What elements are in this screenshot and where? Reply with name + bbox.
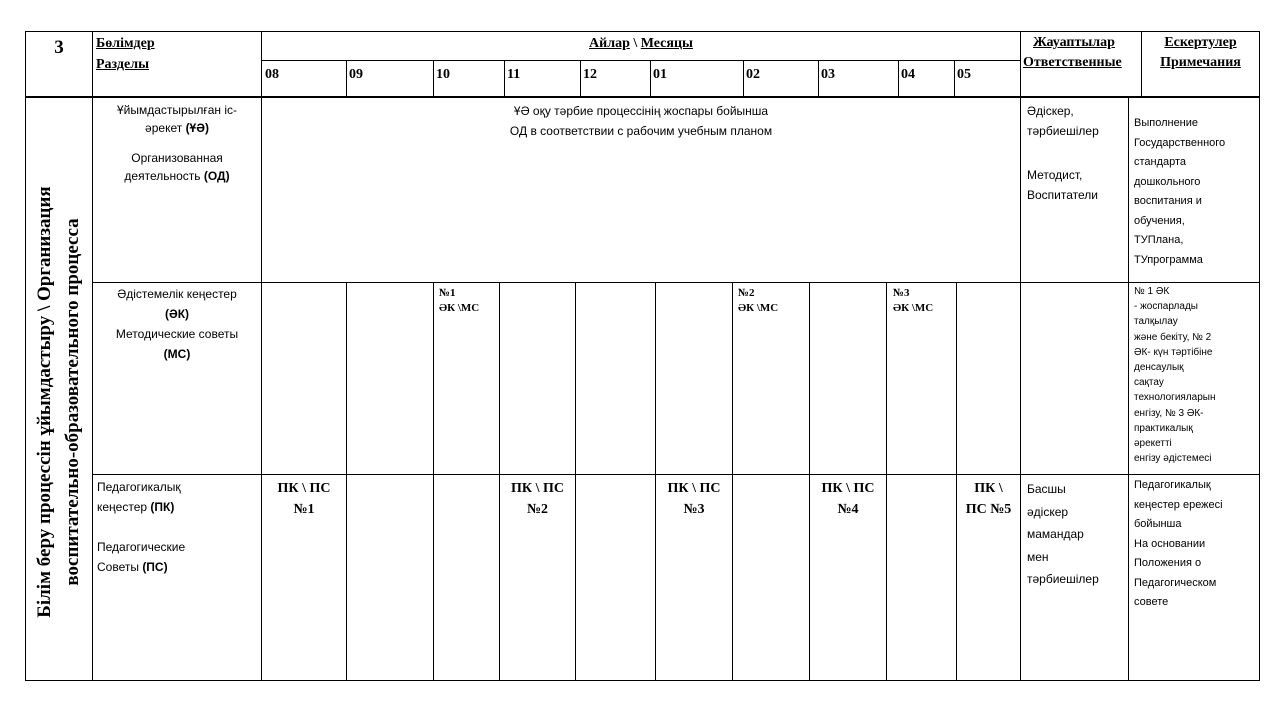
row3-responsible-line: мен (1027, 549, 1049, 564)
months-title (262, 35, 1020, 53)
header-bottom-border (25, 96, 1260, 98)
row3-notes-line: Педагогическом (1134, 576, 1217, 589)
row1-plan-kz: ҰӘ оқу тәрбие процессінің жоспары бойынша (513, 104, 769, 118)
pedagogical-council-label: ПК \ (974, 481, 1003, 496)
side-title-line2: воспитательно-образовательного процесса (62, 218, 83, 586)
row3-notes-line: кеңестер ережесі (1134, 498, 1223, 511)
abbreviation: (ҰӘ) (185, 121, 209, 135)
body-month-divider (575, 282, 576, 681)
row2-notes-line: практикалық (1134, 422, 1193, 434)
header-responsible-ru: Ответственные (1023, 55, 1122, 70)
row1-notes-line: ТУпрограмма (1134, 253, 1203, 266)
pedagogical-council-3 (656, 478, 732, 520)
month-label: 09 (349, 67, 363, 82)
row1-notes-line: дошкольного (1134, 175, 1201, 188)
pedagogical-council-num: ПС №5 (965, 502, 1012, 517)
row1-responsible-gap (1027, 141, 1127, 165)
row2-notes-line: енгізу әдістемесі (1134, 453, 1212, 465)
months-title-ru: Месяцы (640, 36, 693, 51)
row2-section (94, 284, 260, 364)
row1-responsible-line: Воспитатели (1027, 188, 1098, 202)
body-month-divider (732, 282, 733, 681)
month-label: 01 (653, 67, 667, 82)
pedagogical-council-num: №4 (837, 502, 859, 517)
row3-section-line: Педагогические (97, 540, 186, 554)
row3-notes-line: На основании (1134, 537, 1206, 550)
row3-notes-line: совете (1134, 596, 1169, 608)
methodical-council-label: ӘК \МС (439, 302, 480, 314)
methodical-council-1 (439, 286, 479, 316)
row3-notes (1134, 476, 1258, 613)
row3-section-line: кеңестер (ПК) (97, 500, 175, 514)
table-border-bottom (25, 680, 1260, 681)
row1-section-line (94, 119, 260, 137)
row-divider-2 (92, 474, 1260, 475)
header-month-divider (433, 60, 434, 97)
header-number: 3 (54, 37, 64, 58)
methodical-council-num: №3 (893, 287, 910, 299)
row2-section-line: Әдістемелік кеңестер (117, 287, 237, 301)
methodical-council-2 (738, 286, 778, 316)
pedagogical-council-1 (262, 478, 346, 520)
row1-section-line: деятельность (ОД) (124, 169, 230, 183)
month-label: 08 (265, 67, 279, 82)
row3-responsible (1027, 478, 1127, 591)
header-sections-ru: Разделы (96, 57, 150, 72)
pedagogical-council-5 (957, 478, 1020, 520)
row1-section-text: әрекет (ҰӘ) (145, 121, 209, 135)
row2-notes-line: ӘК- күн тәртібіне (1134, 346, 1213, 358)
month-label: 10 (436, 67, 450, 82)
row3-notes-line: бойынша (1134, 518, 1182, 530)
month-label: 02 (746, 67, 760, 82)
header-sections-kz: Бөлімдер (96, 36, 155, 51)
methodical-council-label: ӘК \МС (738, 302, 779, 314)
row1-responsible (1027, 101, 1127, 205)
row1-plan (262, 101, 1020, 141)
abbreviation: (ОД) (203, 169, 230, 183)
row-divider-1 (92, 282, 1260, 283)
row3-section-line: Педагогикалық (97, 480, 181, 494)
table-border-right (1259, 31, 1260, 681)
row1-notes (1134, 114, 1258, 270)
row3-notes-line: Положения о (1134, 557, 1202, 569)
month-label: 05 (957, 67, 971, 82)
body-month-divider (433, 282, 434, 681)
pedagogical-council-4 (810, 478, 886, 520)
header-month-divider (346, 60, 347, 97)
months-title-divider (262, 60, 1020, 61)
row3-notes-line: Педагогикалық (1134, 479, 1211, 491)
row2-notes-line: енгізу, № 3 ӘК- (1134, 407, 1204, 419)
header-month-divider (650, 60, 651, 97)
pedagogical-council-label: ПК \ ПС (667, 481, 721, 496)
body-month-divider (346, 282, 347, 681)
abbreviation: (ПК) (150, 500, 175, 514)
month-label: 03 (821, 67, 835, 82)
row2-notes (1134, 284, 1258, 466)
row3-responsible-line: әдіскер (1027, 504, 1069, 519)
col-divider-months-end (1020, 31, 1021, 681)
row1-responsible-line: Әдіскер, (1027, 104, 1074, 118)
header-notes-ru: Примечания (1160, 55, 1241, 70)
row3-responsible-line: мамандар (1027, 527, 1084, 541)
row3-responsible-line: тәрбиешілер (1027, 572, 1099, 586)
row1-section (94, 101, 260, 185)
header-responsible-kz: Жауаптылар (1033, 35, 1115, 50)
row2-notes-line: талқылау (1134, 316, 1178, 328)
row1-plan-ru: ОД в соответствии с рабочим учебным планом (509, 124, 773, 138)
row3-section (97, 477, 259, 577)
pedagogical-council-num: №1 (293, 502, 315, 517)
col-divider-responsible-body (1128, 97, 1129, 681)
header-month-divider (504, 60, 505, 97)
methodical-council-3 (893, 286, 933, 316)
pedagogical-council-label: ПК \ ПС (277, 481, 331, 496)
month-label: 04 (901, 67, 915, 82)
row1-responsible-line: Методист, (1027, 168, 1083, 182)
col-divider-number (92, 31, 93, 681)
row2-notes-line: сақтау (1134, 377, 1164, 389)
pedagogical-council-num: №2 (526, 502, 549, 517)
row3-responsible-line: Басшы (1027, 482, 1066, 496)
row3-section-line: Советы (ПС) (97, 560, 168, 574)
table-border-left (25, 31, 26, 681)
row1-notes-line: ТУПлана, (1134, 234, 1184, 246)
row1-section-line: Организованная (131, 151, 223, 165)
row2-notes-line: және бекіту, № 2 (1134, 331, 1212, 343)
row2-notes-line: - жоспарлады (1134, 301, 1198, 313)
row2-section-line: (ӘК) (164, 307, 190, 321)
header-month-divider (580, 60, 581, 97)
header-month-divider (743, 60, 744, 97)
row1-notes-line: Выполнение (1134, 117, 1199, 129)
methodical-council-num: №2 (738, 287, 755, 299)
row2-notes-line: денсаулық (1134, 362, 1184, 374)
months-title-sep: \ (633, 36, 638, 51)
pedagogical-council-label: ПК \ ПС (821, 481, 875, 496)
methodical-council-label: ӘК \МС (893, 302, 934, 314)
pedagogical-council-num: №3 (683, 502, 705, 517)
abbreviation: (ПС) (142, 560, 168, 574)
pedagogical-council-2 (500, 478, 575, 520)
side-title-line1: Білім беру процессін ұйымдастыру \ Организация (34, 186, 55, 618)
row1-responsible-line: тәрбиешілер (1027, 124, 1099, 138)
header-month-divider (954, 60, 955, 97)
row2-notes-line: № 1 ӘК (1134, 286, 1170, 297)
side-title (31, 110, 87, 694)
header-notes-kz: Ескертулер (1164, 35, 1237, 50)
pedagogical-council-label: ПК \ ПС (511, 481, 564, 496)
methodical-council-num: №1 (439, 287, 456, 299)
month-label: 11 (507, 67, 521, 82)
row2-notes-line: технологияларын (1134, 392, 1216, 404)
months-title-kz: Айлар (589, 36, 630, 51)
row1-notes-line: Государственного (1134, 136, 1226, 149)
table-border-top (25, 31, 1260, 32)
month-label: 12 (583, 67, 597, 82)
row3-section-gap (97, 517, 259, 537)
header-month-divider (818, 60, 819, 97)
row2-notes-line: әрекетті (1134, 438, 1172, 450)
body-month-divider (886, 282, 887, 681)
row2-section-line: (МС) (163, 347, 191, 361)
row1-section-gap (94, 137, 260, 149)
row1-section-line: Ұйымдастырылған іс- (116, 103, 238, 117)
row1-notes-line: стандарта (1134, 156, 1187, 168)
row2-section-line: Методические советы (115, 327, 239, 341)
header-month-divider (898, 60, 899, 97)
row1-notes-line: обучения, (1134, 214, 1185, 227)
row1-notes-line: воспитания и (1134, 195, 1202, 207)
